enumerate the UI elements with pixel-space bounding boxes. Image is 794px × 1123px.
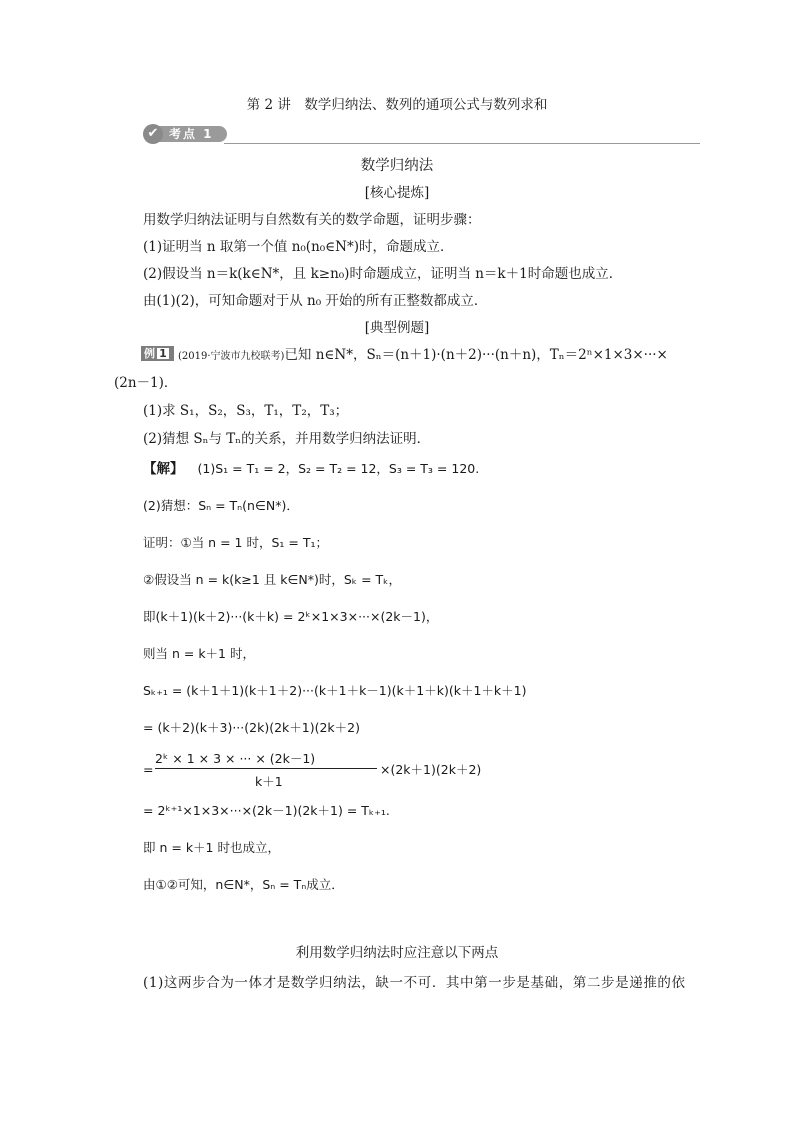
example-source: (2019·宁波市九校联考) — [178, 351, 285, 362]
question-1: (1)求 S₁，S₂，S₃，T₁，T₂，T₃； — [143, 403, 349, 419]
example-number: 1 — [157, 348, 169, 359]
topic-badge — [143, 124, 227, 144]
example-stem — [178, 346, 668, 366]
proof-1: 证明：①当 n = 1 时，S₁ = T₁； — [143, 535, 328, 550]
section-divider — [224, 143, 700, 144]
example-tag: [典型例题] — [364, 320, 430, 336]
question-2: (2)猜想 Sₙ与 Tₙ的关系，并用数学归纳法证明． — [143, 431, 431, 447]
proof-5: Sₖ₊₁ = (k＋1＋1)(k＋1＋2)···(k＋1＋k－1)(k＋1＋k)(k＋1＋k＋1) — [143, 683, 527, 698]
check-icon: ✔ — [143, 124, 163, 144]
lecture-title: 第 2 讲 数学归纳法、数列的通项公式与数列求和 — [246, 97, 548, 113]
proof-10: 由①②可知，n∈N*，Sₙ = Tₙ成立． — [143, 877, 344, 892]
intro-text: 用数学归纳法证明与自然数有关的数学命题，证明步骤： — [143, 212, 481, 228]
example-label: 例 — [144, 347, 155, 360]
fraction-tail: ×(2k＋1)(2k＋2) — [380, 762, 482, 777]
fraction-bar — [155, 768, 377, 769]
example-stem-a: 已知 n∈N*，Sₙ＝(n＋1)·(n＋2)···(n＋n)，Tₙ＝2ⁿ×1×3×···× — [284, 347, 668, 363]
fraction-equals: = — [143, 762, 154, 777]
notes-heading: 利用数学归纳法时应注意以下两点 — [295, 945, 499, 961]
fraction-numerator: 2ᵏ × 1 × 3 × ··· × (2k－1) — [155, 751, 316, 766]
solution-label: 【解】 — [143, 461, 184, 477]
example-stem-b: (2n－1)． — [114, 375, 178, 391]
core-tag: [核心提炼] — [364, 185, 430, 201]
step-3: 由(1)(2)，可知命题对于从 n₀ 开始的所有正整数都成立． — [143, 293, 488, 309]
proof-3: 即(k＋1)(k＋2)···(k＋k) = 2ᵏ×1×3×···×(2k－1)， — [143, 609, 439, 624]
proof-4: 则当 n = k＋1 时， — [143, 646, 255, 661]
step-2: (2)假设当 n＝k(k∈N*，且 k≥n₀)时命题成立，证明当 n＝k＋1时命题也成立． — [143, 266, 623, 282]
answer-1: (1)S₁ = T₁ = 2，S₂ = T₂ = 12，S₃ = T₃ = 120. — [197, 461, 480, 476]
proof-6: = (k＋2)(k＋3)···(2k)(2k＋1)(2k＋2) — [143, 720, 360, 735]
fraction — [155, 749, 377, 793]
proof-9: 即 n = k＋1 时也成立， — [143, 840, 280, 855]
example-badge — [141, 346, 174, 361]
topic-badge-label: 考点 1 — [157, 126, 227, 142]
proof-8: = 2ᵏ⁺¹×1×3×···×(2k－1)(2k＋1) = Tₖ₊₁. — [143, 803, 390, 818]
step-1: (1)证明当 n 取第一个值 n₀(n₀∈N*)时，命题成立． — [143, 239, 454, 255]
fraction-denominator: k＋1 — [255, 774, 283, 789]
section-heading: 数学归纳法 — [360, 158, 434, 174]
answer-2: (2)猜想：Sₙ = Tₙ(n∈N*)． — [143, 498, 299, 513]
proof-2: ②假设当 n = k(k≥1 且 k∈N*)时，Sₖ = Tₖ， — [143, 572, 401, 587]
note-1: (1)这两步合为一体才是数学归纳法，缺一不可．其中第一步是基础，第二步是递推的依 — [143, 975, 686, 991]
solution-line-1 — [143, 460, 479, 478]
